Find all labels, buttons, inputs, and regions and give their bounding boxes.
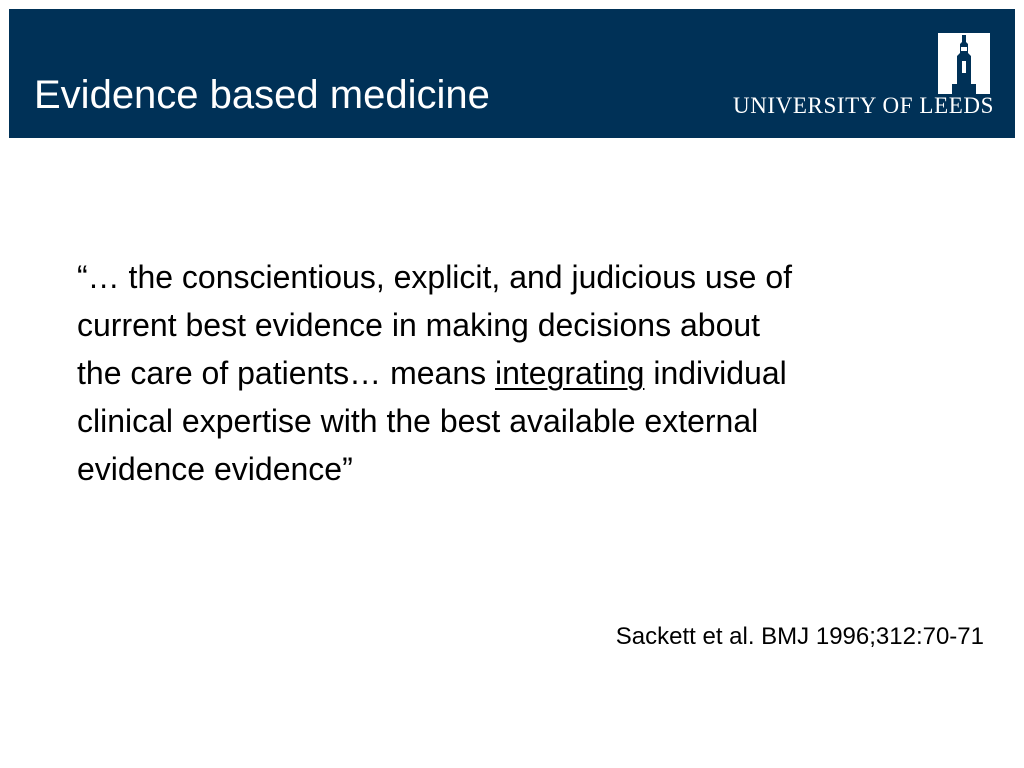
citation: Sackett et al. BMJ 1996;312:70-71	[615, 623, 984, 650]
university-logo-text: UNIVERSITY OF LEEDS	[733, 93, 994, 118]
sackett-quote	[77, 253, 982, 493]
slide-header	[9, 9, 1015, 138]
quote-text: individual	[644, 355, 787, 391]
quote-line: “… the conscientious, explicit, and judicious use of	[77, 259, 793, 295]
quote-line: evidence evidence”	[77, 451, 353, 487]
quote-emphasis: integrating	[495, 355, 645, 391]
quote-line: clinical expertise with the best available external	[77, 403, 759, 439]
quote-line: current best evidence in making decisions about	[77, 307, 761, 343]
quote-text: the care of patients… means	[77, 355, 495, 391]
parkinson-tower-icon	[938, 33, 990, 94]
quote-line	[77, 349, 982, 397]
slide-title: Evidence based medicine	[34, 73, 490, 117]
